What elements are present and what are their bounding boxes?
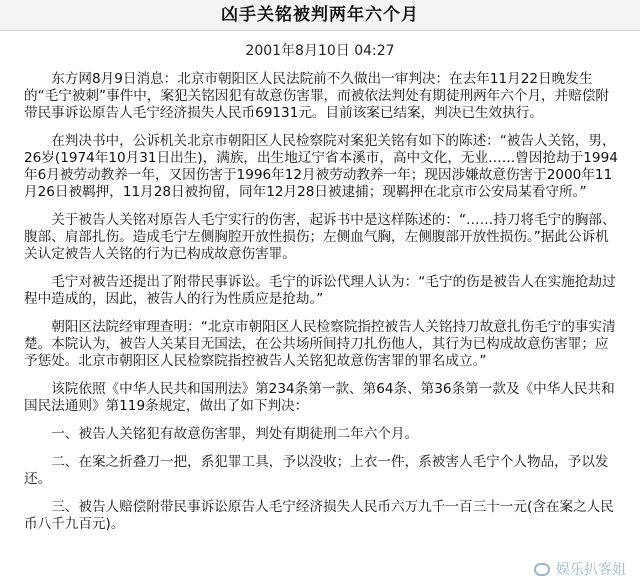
paragraph-injury: 关于被告人关铭对原告人毛宁实行的伤害，起诉书中是这样陈述的：“……持刀将毛宁的胸部、腹部、肩部扎伤。造成毛宁左侧胸腔开放性损伤；左侧血气胸，左侧腹部开放性损伤。”据此公诉机关认定被告人关铭的行为已构成故意伤害罪。 — [24, 212, 616, 262]
verdict-item-3: 三、被告人赔偿附带民事诉讼原告人毛宁经济损失人民币六万九千一百三十一元(含在案之人民币八千九百元)。 — [24, 499, 614, 532]
verdict-item-2: 二、在案之折叠刀一把，系犯罪工具，予以没收；上衣一件，系被害人毛宁个人物品，予以发还。 — [24, 454, 609, 487]
article-title: 凶手关铭被判两年六个月 — [221, 5, 419, 25]
paragraph-indictment: 在判决书中，公诉机关北京市朝阳区人民检察院对案犯关铭有如下的陈述：“被告人关铭，男，26岁(1974年10月31日出生)，满族，出生地辽宁省本溪市，高中文化，无业……曾因抢劫于1994年6月被劳动教养一年，又因伤害于1996年12月被劳动教养一年；现因涉嫌故意伤害于2000年11月26日被羁押，11月28日被拘留，同年12月28日被逮捕；现羁押在北京市公安局某看守所。” — [24, 133, 618, 200]
article-header — [0, 0, 640, 31]
paragraph-civil-suit: 毛宁对被告还提出了附带民事诉讼。毛宁的诉讼代理人认为：“毛宁的伤是被告人在实施抢劫过程中造成的，因此，被告人的行为性质应是抢劫。” — [24, 274, 616, 307]
paragraph-intro: 东方网8月9日消息：北京市朝阳区人民法院前不久做出一审判决：在去年11月22日晚发生的“毛宁被刺”事件中，案犯关铭因犯有故意伤害罪，而被依法判处有期徒刑两年六个月，并赔偿附带民事诉讼原告人毛宁经济损失人民币69131元。目前该案已结案，判决已生效执行。 — [24, 71, 610, 121]
watermark-text: 娱乐扒客姐 — [556, 562, 626, 578]
article-body — [0, 61, 640, 533]
paragraph-legal-basis: 该院依照《中华人民共和国刑法》第234条第一款、第64条、第36条第一款及《中华人民共和国民法通则》第119条规定，做出了如下判决： — [24, 381, 615, 414]
paragraph-court-finding: 朝阳区法院经审理查明：“北京市朝阳区人民检察院指控被告人关铭持刀故意扎伤毛宁的事实清楚。本院认为，被告人关某目无国法，在公共场所间持刀扎伤他人，其行为已构成故意伤害罪；应予惩处。北京市朝阳区人民检察院指控被告人关铭犯故意伤害罪的罪名成立。” — [24, 319, 616, 369]
watermark — [534, 559, 626, 579]
publish-date: 2001年8月10日 04:27 — [245, 43, 395, 59]
wechat-icon — [534, 563, 550, 576]
verdict-item-1: 一、被告人关铭犯有故意伤害罪，判处有期徒刑二年六个月。 — [51, 426, 419, 442]
